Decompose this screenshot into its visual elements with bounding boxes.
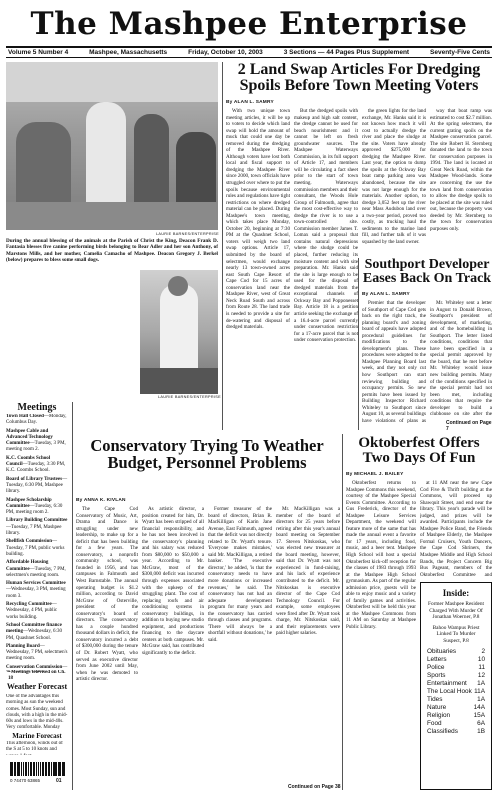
index-page: 12 — [477, 672, 485, 679]
dredging-col2-text: But the dredged spoils with makeup and high salt content, the dredge cannot be used for beach nourishment and it cannot be left on fresh groundwater sources. The Mashpee Waterways Commission, in its full support of Article 17, and members will be circulating a fact sheet prior to the start of town meeting. Waterways commission members and their consultant, the Woods Hole Group of Falmouth, agree that the most cost-effective way to dredge the river is to use a town-controlled site. Commission member James T. Lomax said a proposal that contains natural depressions where the sludge could be placed, further reducing its moisture content and with site preparation. Mr. Hanks said the site is large enough to be used for the disposal of dredged materials from the exceptional channels of Ockway Bay and Popponesset Bay. Article 18 is a petition article seeking the exchange of a 16.4-acre parcel currently under conservation restriction for a 17-acre parcel that is not under conservation protection. — [294, 108, 358, 344]
index-page: 11 — [478, 664, 485, 671]
barcode-number: 0 74470 63865 — [10, 778, 41, 783]
meeting-item — [6, 539, 68, 558]
index-row[interactable] — [427, 680, 485, 688]
index-row[interactable] — [427, 728, 485, 736]
meeting-name: Mashpee Scholarship Committee — [6, 497, 52, 509]
meeting-detail: —Tuesday, 6:30 PM, Mashpee library. — [6, 476, 68, 495]
barcode-bar — [38, 762, 39, 776]
index-label: Entertainment — [427, 680, 467, 687]
dredging-col3 — [362, 108, 426, 258]
dateline-place: Mashpee, Massachusetts — [89, 49, 168, 56]
dredging-col4 — [430, 108, 492, 258]
marine-text: This afternoon, winds out of the S at 5 to 10 knots and — [6, 741, 63, 753]
meeting-detail: —Wednesday, 6:30 PM, Quashnet School. — [6, 629, 62, 641]
southport-col1 — [362, 300, 426, 424]
meeting-item — [6, 581, 68, 600]
barcode-bar — [42, 762, 43, 776]
dredging-headline: 2 Land Swap Articles For Dredging Spoils Before Town Meeting Voters — [237, 61, 481, 95]
meeting-detail: —Tuesday, 7 PM, Mashpee library. — [6, 524, 62, 537]
meeting-item — [6, 456, 68, 475]
conservatory-col3b — [208, 506, 272, 790]
index-row[interactable] — [427, 648, 485, 656]
southport-col1-text: Premier that the developer of Southport of Cape Cod gets back on the right track, the planning board's and zoning board of appeals have adopted procedural guidelines for modifications to the development's plans. These procedures were adopted to the Mashpee Planning Board last week, and they not only cut how Southport can start reviewing building and occupancy permits. So new permits have been issued by Building Inspector Richard Whiteley to Southport since August 10, as several buildings have violations of plans as — [362, 300, 426, 424]
meetings-title: Meetings — [17, 402, 57, 413]
index-row[interactable] — [427, 720, 485, 728]
conservatory-byline: By ANNA K. KIVLAN — [76, 498, 126, 503]
meeting-item — [6, 414, 68, 427]
barcode-bar — [34, 762, 35, 776]
column-rule — [72, 402, 73, 790]
meeting-detail: —Wednesday, 7 PM, selectmen's meeting room. — [6, 643, 68, 662]
index-page: 2 — [481, 648, 485, 655]
conservatory-col1 — [76, 506, 138, 790]
weather-text: One of the advantages this morning as sun the weekend comes. Most Sunday, sun and clouds, with a high in the mid-60s and lows in the mid-40s. Very comfortable. Monday — [6, 694, 68, 731]
barcode-bar — [56, 762, 57, 776]
barcode-bar — [64, 762, 65, 776]
meeting-detail: —Tuesday, 3 PM, meeting room 2. — [6, 441, 66, 453]
oktoberfest-col2 — [420, 480, 492, 576]
dredging-byline: By ALAN L. SAMRY — [226, 100, 274, 105]
barcode-bar — [26, 762, 27, 776]
meeting-item — [6, 560, 68, 579]
meeting-name: Recycling Committee — [6, 602, 52, 608]
meeting-name: School Committee finance meeting — [6, 622, 62, 635]
meetings-footnote: • Meetings televised on Ch. 18 — [8, 670, 66, 682]
conservatory-col4 — [276, 506, 340, 782]
dredging-col3-text: the green lights for the land exchange, Mr. Hanks said it is not known how much it will cost to actually dredge the river and place the sludge at the site. Voters have already approved $275,000 for dredging the Mashpee River. Last year, the option to dump the spoils at the Ockway Bay boat ramp parking area was abandoned, because the site was not large enough for the materials. Another option, to dredge 3,052 feet up the river near Mass Audubon land over a two-year period, proved too costly, as trucking haul the sediments to the marine land fill, and further talk of it was squashed by the land owner. — [362, 108, 426, 245]
southport-byline: By ALAN L. SAMRY — [362, 292, 410, 297]
index-label: Food — [427, 720, 442, 727]
meeting-detail: —Wednesday, 4 PM, public works building. — [6, 602, 58, 620]
index-label: Letters — [427, 656, 447, 663]
barcode-bar — [30, 762, 32, 776]
meeting-item — [6, 429, 68, 454]
index-row[interactable] — [427, 712, 485, 720]
volume-number: Volume 5 Number 4 — [8, 49, 69, 56]
meeting-item — [6, 623, 68, 642]
dredging-col1-text: With two unique town meeting articles, it will be up to voters to decide which land swap will hold the amount of muck that could one day be removed during the dredging of the Mashpee River. Although voters have lost both local and fiscal support to dredging the Mashpee River since 2000, town officials have struggled over where to put the spoils because environmental rules and regulations have tight restrictions on where dredged material can be placed. During Mashpee's town meeting, which takes place Monday, October 20, beginning at 7:30 PM at the Quashnet School, voters will weigh two land swap options. Article 17, submitted by the board of selectmen, would exchange nearly 13 town-owned acres east South Cape Resort of Cape Cod for 15 acres of conservation land near the Mashpee River, west of Great Neck Road South and across from Route 28. The land trade is needed to provide a site for de-watering and disposal of dredged materials. — [226, 108, 290, 331]
southport-col2 — [430, 300, 492, 418]
main-photo-caption: During the annual blessing of the animals at the Parish of Christ the King, Deacon Frank D. Fantasia blesses five canine performing birds belonging to Bear Adler and her son Anthony, of Marstons Mills, and her mother, Camelia Camacho of Mashpee. Deacon Gregory J. Berkel (below) prepares to bless some small dogs. — [6, 238, 218, 264]
index-page: 1B — [477, 728, 485, 735]
meeting-name: K.C. Coombs School Council — [6, 455, 51, 468]
meeting-detail: —Tuesday, 7 PM, public works building. — [6, 539, 65, 557]
barcode — [10, 760, 66, 776]
issue-number: 01 — [56, 778, 62, 784]
dredging-col2 — [294, 108, 358, 430]
meeting-detail: —Tuesday, 3:30 PM, K.C. Coombs School. — [6, 462, 66, 474]
index-list — [427, 648, 485, 736]
weather-title: Weather Forecast — [6, 682, 68, 691]
meeting-detail: —Monday, Columbus Day. — [6, 414, 67, 426]
conservatory-col1-text: The Cape Cod Conservatory of Music, Art, Drama and Dance is struggling under new leadership, to make up for a deficit that has been building for a few years. The conservatory, a nonprofit community school, was founded in 1956, and has campuses in Falmouth and West Barnstable. The annual operating budget is $1.2 million, according to David McGraw of Osterville, president of the conservatory's board of directors. The conservatory has a couple hundred thousand dollars in deficit, the conservatory incurred a debt of $300,000 during the tenure of Dr. Robert Wyatt, who served as executive director from June 2002 until May, when he was demoted to artistic director. — [76, 506, 138, 683]
index-page: 11A — [474, 688, 485, 695]
index-label: Religion — [427, 712, 451, 719]
index-label: Tides — [427, 696, 443, 703]
meeting-item — [6, 477, 68, 496]
meetings-list — [6, 414, 68, 672]
index-page: 6A — [477, 720, 485, 727]
oktoberfest-col1-text: Oktoberfest returns to Mashpee Commons this weekend, courtesy of the Mashpee Special Events Committee. According to Gus Frederick, director of the Mashpee Leisure Services Department, the weekend will feature more of the same that has made the annual event a favorite for 17 years, including food, music, and a beer tent. Mashpee High School will host a special Oktoberfest kick-off reception for the classes of 1983 through 1993 at the Mashpee High School gymnasium. As part of the regular admission price, guests will be able to enjoy music and a variety of family games and activities. Oktoberfest will be held this year at the Mashpee Commons from 11 AM on Saturday at Mashpee Public Library. — [346, 480, 416, 631]
index-page: 15A — [473, 712, 485, 719]
index-row[interactable] — [427, 656, 485, 664]
barcode-bar — [45, 762, 47, 776]
index-row[interactable] — [427, 664, 485, 672]
southport-continued: Continued on Page 7 — [446, 420, 492, 432]
conservatory-headline: Conservatory Trying To Weather Budget, Personnel Problems — [90, 436, 324, 472]
marine-title: Marine Forecast — [12, 732, 62, 740]
barcode-bar — [23, 762, 24, 776]
masthead-title: The Mashpee Enterprise — [30, 6, 468, 42]
index-label: Police — [427, 664, 445, 671]
conservatory-col3-text: Former treasurer of the board of directors, Brian R. MacKilligan of Karin Jane Avenue, East Falmouth, agreed that the deficit was not directly related to Dr. Wyatt's tenure. 'Everyone makes mistakes,' said Mr. MacKilligan, a retired banker. 'The executive director,' he added, 'is that the conservatory needs to have more donations or increased revenues,' he said. The conservatory has not had an adequate development program for many years and the conservatory has carried through classes and programs. 'There will always be a shortfall without donations,' he said. — [208, 506, 272, 643]
meeting-item — [6, 644, 68, 663]
index-page: 1A — [477, 696, 485, 703]
meeting-name: Shellfish Commission — [6, 539, 52, 545]
main-photo-credit: LAURIE BARNES/ENTERPRISE — [156, 232, 219, 236]
index-label: Classifieds — [427, 728, 458, 735]
front-page — [6, 6, 492, 794]
dredging-col4-text: way that boat ramp was estimated to cost $2.7 million. At the spring selectmen, the current grating spoils on the Mashpee conservation parcel. The site Robert H. Sternberg donated the land to the town for conservation purposes in 1994. The land is located at Great Neck Road, within the Mashpee Wood-lands. Some are concerning the use the town land from conservation to allow the dredge spoils to be placed at the site was ruled out, because the property was deeded by Mr. Sternberg to the town for conservation purposes only. — [430, 108, 492, 232]
cover-price: Seventy-Five Cents — [430, 49, 490, 56]
inside-promo-priest[interactable]: Bahoo Wampus Priest Linked To Murder Suspect, P.8 — [432, 624, 480, 644]
barcode-bar — [49, 762, 50, 776]
inside-index-box — [420, 582, 492, 790]
inside-title: Inside: — [442, 588, 470, 598]
dateline-bar — [6, 46, 492, 58]
index-row[interactable] — [427, 672, 485, 680]
inset-photo-credit: LAURIE BARNES/ENTERPRISE — [158, 395, 221, 399]
meeting-name: Town Hall Closed — [6, 414, 44, 419]
meeting-name: Conservation Commission — [6, 664, 63, 670]
conservatory-continued: Continued on Page 38 — [288, 784, 341, 790]
index-label: Sports — [427, 672, 446, 679]
oktoberfest-headline: Oktoberfest Offers Two Days Of Fun — [358, 435, 480, 467]
meeting-item — [6, 498, 68, 517]
conservatory-col2 — [142, 506, 204, 790]
index-page: 1A — [477, 680, 485, 687]
southport-col2-text: Mr. Whiteley sent a letter in August to Donald Brown, Southport's president of development, of marketing, and of the homebuilding in Southport. The letter listed conditions, conditions that have been specified in a special permit approved by the board, that he met before Mr. Whiteley would issue new building permits. Many of the conditions specified in the special permit had not been met, including conditions that require the developer to build a clubhouse on site after the — [430, 300, 492, 418]
column-rule — [342, 434, 343, 790]
index-label: The Local Hook — [427, 688, 472, 695]
meeting-name: Library Building Committee — [6, 518, 68, 524]
index-label: Obituaries — [427, 648, 457, 655]
barcode-bar — [11, 762, 12, 776]
dredging-col1 — [226, 108, 290, 430]
meeting-item — [6, 518, 68, 537]
inside-promo-murder[interactable]: Former Mashpee Resident Charged With Murder Of Jonathan Woerner, P.8 — [428, 601, 484, 620]
issue-date: Friday, October 10, 2003 — [188, 49, 263, 56]
meeting-item — [6, 602, 68, 621]
oktoberfest-col1 — [346, 480, 416, 790]
meeting-name: Affordable Housing Committee — [6, 560, 49, 572]
main-photo — [6, 62, 218, 230]
barcode-bar — [19, 762, 20, 776]
meeting-detail: —Wednesday, 3 PM, meeting room 3. — [6, 587, 66, 599]
meeting-detail: —Tuesday, 6:30 PM, meeting room 2. — [6, 503, 63, 516]
index-row[interactable] — [427, 704, 485, 712]
barcode-bar — [59, 762, 60, 776]
meeting-name: Mashpee Cable and Advanced Technology Committee — [6, 428, 53, 447]
index-row[interactable] — [427, 696, 485, 704]
barcode-bar — [53, 762, 54, 776]
southport-headline: Southport Developer Eases Back On Track — [362, 257, 492, 287]
meeting-detail: —Tuesday, 7 PM, selectmen's meeting room. — [6, 566, 66, 578]
meeting-name: Human Services Committee — [6, 581, 66, 587]
conservatory-col4-text: Mr. MacKilligan was a member of the board of directors for 25 years before retiring after this year's annual board meeting on September 17. Steven Nitskoskas, who was elected new treasurer at the board meeting, however, said that Dr. Wyatt was not experienced in fund-raising, and his lack of experience contributed to the deficit. Mr. Nitskoskas is executive director of the Cape Cod Technology Council. For example, some employees were fired after Dr. Wyatt took charge, Mr. Nitskoskas said, and their replacements were paid higher salaries. — [276, 506, 340, 637]
sections-count: 3 Sections — 44 Pages Plus Supplement — [283, 49, 410, 56]
meeting-name: Board of Library Trustees — [6, 476, 63, 482]
index-page: 10 — [477, 656, 485, 663]
meeting-detail: — — [62, 664, 68, 670]
index-page: 14A — [473, 704, 485, 711]
barcode-bar — [15, 762, 16, 776]
index-label: Nature — [427, 704, 447, 711]
column-rule — [222, 62, 223, 430]
inset-photo — [140, 270, 218, 394]
meeting-name: Planning Board — [6, 643, 40, 649]
column-rule — [358, 258, 359, 430]
conservatory-col2-text: As artistic director, a position created for him, Dr. Wyatt has been stripped of all financial responsibility, and he has not been involved in the conservatory's planning and his salary was reduced from $80,000 to $50,000 a year. According to Mr. McGraw, most of the $300,000 deficit was incurred through expenses associated with the upkeep of the struggling plant. The cost of replacing roofs and air conditioning systems in conservatory buildings, in addition to buying new studio equipment, and productions financing to the daycare centers at both campuses. Mr. McGraw said, has contributed significantly to the deficit. — [142, 506, 204, 657]
index-row[interactable] — [427, 688, 485, 696]
oktoberfest-byline: By MICHAEL J. BAILEY — [346, 472, 404, 477]
oktoberfest-col2-text: at 11 AM near the new Cape Cod Five & Thrift building at the Commons, will proceed up Shawquit Street, and end near the library. This year's parade will be judged, and prizes will be awarded. Participants include the Mashpee Police Band, the Friends of Mashpee Elderly, the Mashpee Formal Cruisers, Youth Dancers, the Cape Cod Shriners, the Mashpee Middle and High School Bands, the Project Concern Big Bus Pageant, members of the Oktoberfest Committee and — [420, 480, 492, 576]
